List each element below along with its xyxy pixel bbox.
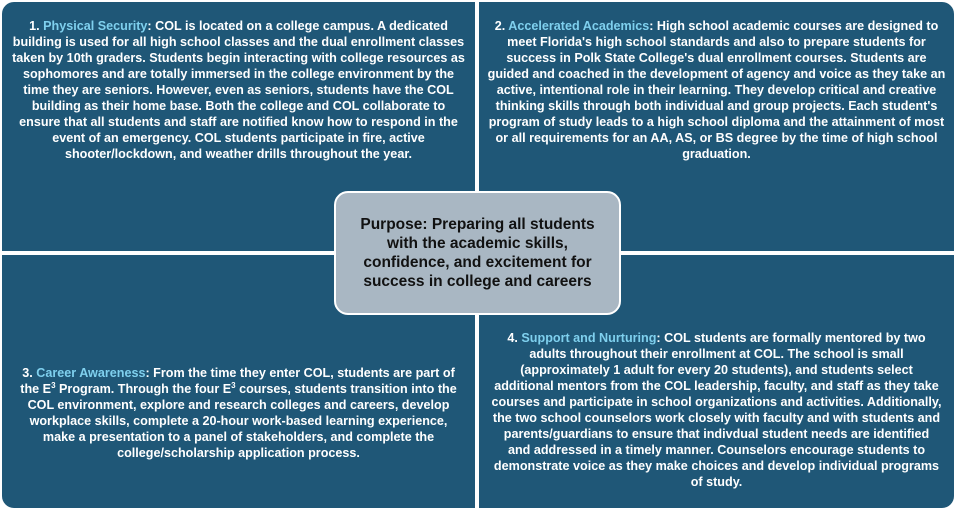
quadrant-heading: Physical Security — [43, 19, 148, 33]
quadrant-text: : COL is located on a college campus. A dedicated building is used for all high school classes and the dual enrollment classes taken by 10th graders. Students begin interacting with college resources as sophomores and are totally immersed in the college environment by the time they are seniors. However, even as seniors, students have the COL building as their home base. Both the college and COL collaborate to ensure that all students and staff are notified know how to respond in the event of an emergency. COL students participate in fire, active shooter/lockdown, and weather drills throughout the year. — [12, 19, 465, 161]
quadrant-number: 2. — [494, 19, 506, 33]
quadrant-heading: Accelerated Academics — [508, 19, 650, 33]
quadrant-number: 3. — [22, 366, 33, 380]
quadrant-text-part-a: : From the time they enter COL, students are part of the E — [20, 366, 455, 396]
quadrant-text-part-c: courses, students transition into the COL environment, explore and research colleges and careers, develop workplace skills, complete a 20-hour work-based learning experience, make a presentation to a panel of stakeholders, and complete the college/scholarship application process. — [27, 382, 457, 460]
quadrant-text: : COL students are formally mentored by two adults throughout their enrollment at COL. The school is small (approximately 1 adult for every 20 students), and students select additional mentors from the COL leadership, faculty, and staff as they take courses and participate in school organizations and activities. Additionally, the two school counselors work closely with faculty and with students and parents/guardians to ensure that indivdual student needs are identified and addressed in a timely manner. Counselors encourage students to demonstrate voice as they make choices and develop individual programs of study. — [491, 331, 942, 489]
quadrant-heading: Career Awareness — [36, 366, 146, 380]
quadrant-number: 1. — [29, 19, 40, 33]
purpose-box — [334, 191, 621, 315]
superscript-three: 3 — [231, 381, 236, 390]
purpose-text: Purpose: Preparing all students with the academic skills, confidence, and excitement for success in college and careers — [360, 216, 595, 290]
quadrant-text: : High school academic courses are designed to meet Florida's high school standards and also to prepare students for success in Polk State College's dual enrollment courses. Students are guided and coached in the development of agency and voice as they take an active, intentional role in their learning. They develop critical and creative thinking skills through both individual and group projects. Each student's program of study leads to a high school diploma and the attainment of most or all requirements for an AA, AS, or BS degree by the time of high school graduation. — [487, 19, 946, 161]
quadrant-text-part-b: Program. Through the four E — [55, 382, 232, 396]
quadrant-heading: Support and Nurturing — [521, 331, 657, 345]
quadrant-number: 4. — [507, 331, 518, 345]
superscript-three: 3 — [51, 381, 56, 390]
